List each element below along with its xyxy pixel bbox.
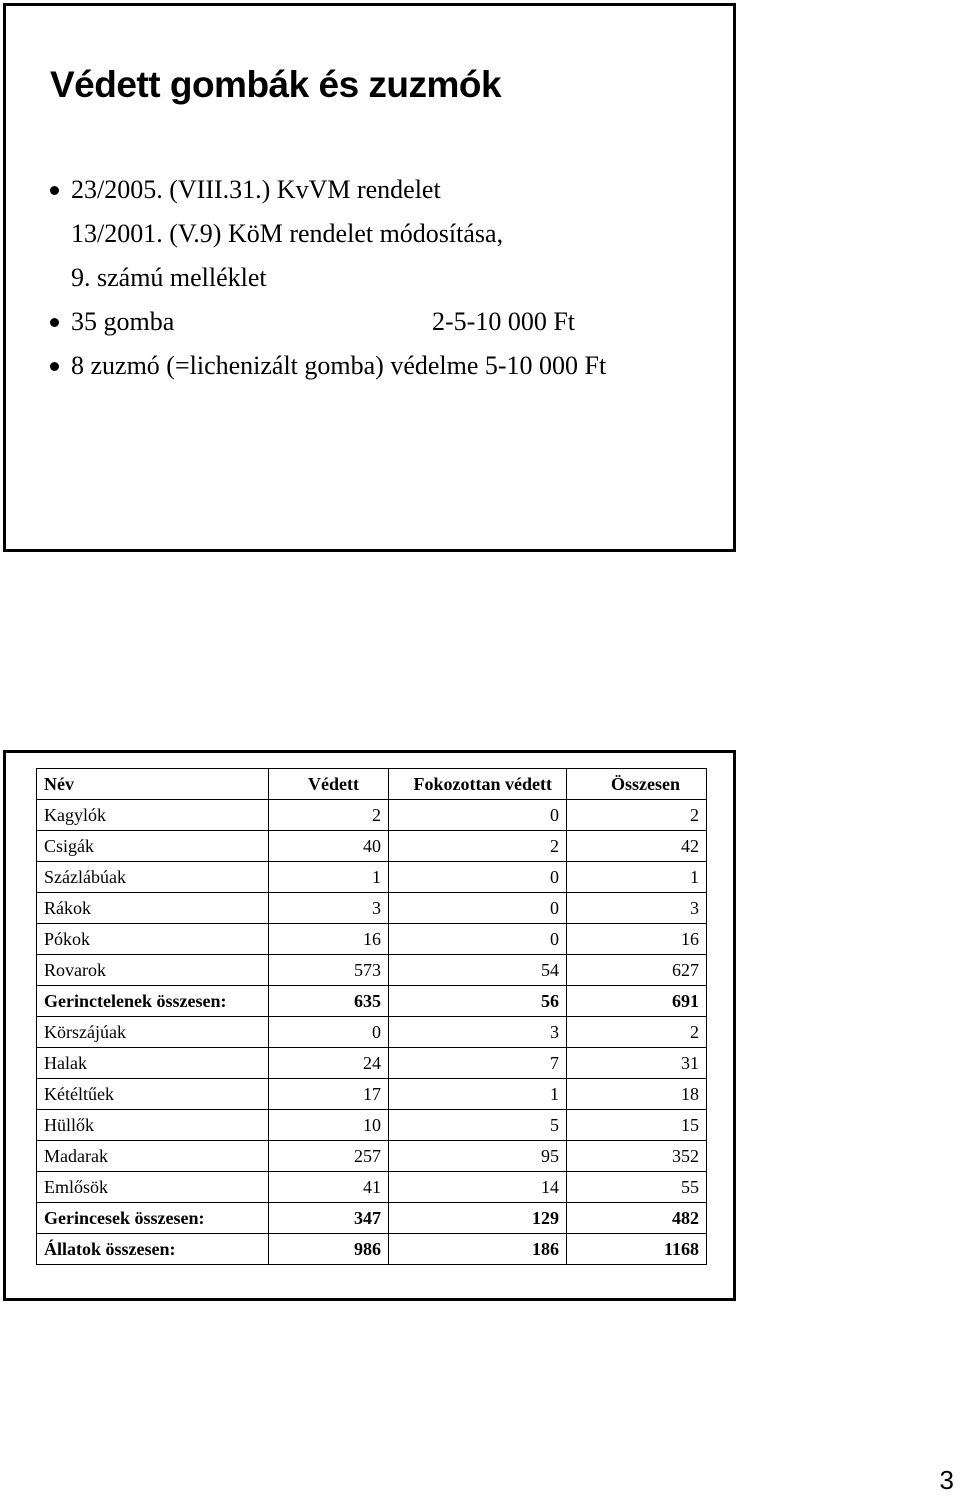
cell-strictly-protected: 0 — [389, 893, 567, 924]
slide-title: Védett gombák és zuzmók — [50, 64, 502, 105]
bullet-item — [46, 168, 726, 300]
slide-protected-fungi — [3, 3, 736, 552]
cell-total: 31 — [567, 1048, 707, 1079]
table-row — [37, 862, 707, 893]
cell-total: 1 — [567, 862, 707, 893]
table-body — [37, 800, 707, 1265]
cell-total: 55 — [567, 1172, 707, 1203]
cell-protected: 16 — [269, 924, 389, 955]
cell-total: 627 — [567, 955, 707, 986]
cell-total: 1168 — [567, 1234, 707, 1265]
cell-name: Gerinctelenek összesen: — [37, 986, 269, 1017]
cell-total: 42 — [567, 831, 707, 862]
cell-protected: 0 — [269, 1017, 389, 1048]
cell-name: Kétéltűek — [37, 1079, 269, 1110]
cell-name: Rákok — [37, 893, 269, 924]
cell-total: 2 — [567, 800, 707, 831]
bullet-dot-icon — [50, 362, 59, 371]
cell-name: Körszájúak — [37, 1017, 269, 1048]
cell-name: Állatok összesen: — [37, 1234, 269, 1265]
bullet-dot-icon — [50, 318, 59, 327]
cell-name: Százlábúak — [37, 862, 269, 893]
cell-strictly-protected: 0 — [389, 862, 567, 893]
bullet-text: 9. számú melléklet — [71, 263, 267, 292]
cell-protected: 10 — [269, 1110, 389, 1141]
cell-total: 691 — [567, 986, 707, 1017]
cell-strictly-protected: 95 — [389, 1141, 567, 1172]
cell-name: Madarak — [37, 1141, 269, 1172]
cell-strictly-protected: 54 — [389, 955, 567, 986]
cell-protected: 3 — [269, 893, 389, 924]
cell-protected: 573 — [269, 955, 389, 986]
cell-total: 16 — [567, 924, 707, 955]
cell-strictly-protected: 14 — [389, 1172, 567, 1203]
cell-strictly-protected: 186 — [389, 1234, 567, 1265]
cell-total: 352 — [567, 1141, 707, 1172]
cell-protected: 41 — [269, 1172, 389, 1203]
cell-name: Emlősök — [37, 1172, 269, 1203]
cell-strictly-protected: 0 — [389, 924, 567, 955]
cell-protected: 347 — [269, 1203, 389, 1234]
cell-protected: 1 — [269, 862, 389, 893]
cell-strictly-protected: 1 — [389, 1079, 567, 1110]
table-row — [37, 1141, 707, 1172]
bullet-text: 23/2005. (VIII.31.) KvVM rendelet — [71, 175, 441, 204]
table-row — [37, 800, 707, 831]
cell-name: Halak — [37, 1048, 269, 1079]
header-total: Összesen — [567, 769, 707, 800]
header-protected: Védett — [269, 769, 389, 800]
cell-protected: 2 — [269, 800, 389, 831]
table-row — [37, 893, 707, 924]
cell-name: Pókok — [37, 924, 269, 955]
cell-total: 2 — [567, 1017, 707, 1048]
cell-protected: 17 — [269, 1079, 389, 1110]
table-row — [37, 1110, 707, 1141]
cell-total: 482 — [567, 1203, 707, 1234]
cell-strictly-protected: 129 — [389, 1203, 567, 1234]
table-row — [37, 1017, 707, 1048]
table-total-row — [37, 1234, 707, 1265]
cell-name: Gerincesek összesen: — [37, 1203, 269, 1234]
slide-protected-animals-table — [3, 750, 736, 1301]
table-header-row — [37, 769, 707, 800]
header-strictly-protected: Fokozottan védett — [389, 769, 567, 800]
cell-name: Hüllők — [37, 1110, 269, 1141]
cell-name: Rovarok — [37, 955, 269, 986]
cell-strictly-protected: 5 — [389, 1110, 567, 1141]
page-number: 3 — [939, 1465, 954, 1495]
cell-name: Kagylók — [37, 800, 269, 831]
bullet-list — [46, 168, 726, 388]
cell-total: 15 — [567, 1110, 707, 1141]
protected-species-table — [36, 768, 707, 1265]
cell-protected: 40 — [269, 831, 389, 862]
table-row — [37, 1172, 707, 1203]
cell-protected: 257 — [269, 1141, 389, 1172]
cell-strictly-protected: 7 — [389, 1048, 567, 1079]
cell-strictly-protected: 2 — [389, 831, 567, 862]
cell-strictly-protected: 3 — [389, 1017, 567, 1048]
bullet-text: 35 gomba — [71, 307, 175, 336]
table-row — [37, 924, 707, 955]
cell-name: Csigák — [37, 831, 269, 862]
cell-total: 3 — [567, 893, 707, 924]
cell-protected: 24 — [269, 1048, 389, 1079]
table-row — [37, 955, 707, 986]
bullet-item — [46, 344, 726, 388]
header-name: Név — [37, 769, 269, 800]
table-row — [37, 1079, 707, 1110]
bullet-text: 13/2001. (V.9) KöM rendelet módosítása, — [71, 219, 504, 248]
table-total-row — [37, 986, 707, 1017]
bullet-amount: 2-5-10 000 Ft — [432, 307, 575, 336]
cell-strictly-protected: 0 — [389, 800, 567, 831]
cell-total: 18 — [567, 1079, 707, 1110]
cell-strictly-protected: 56 — [389, 986, 567, 1017]
bullet-item — [46, 300, 726, 344]
cell-protected: 986 — [269, 1234, 389, 1265]
table-row — [37, 831, 707, 862]
table-row — [37, 1048, 707, 1079]
bullet-text: 8 zuzmó (=lichenizált gomba) védelme 5-10 000 Ft — [71, 351, 607, 380]
table-total-row — [37, 1203, 707, 1234]
bullet-dot-icon — [50, 186, 59, 195]
cell-protected: 635 — [269, 986, 389, 1017]
